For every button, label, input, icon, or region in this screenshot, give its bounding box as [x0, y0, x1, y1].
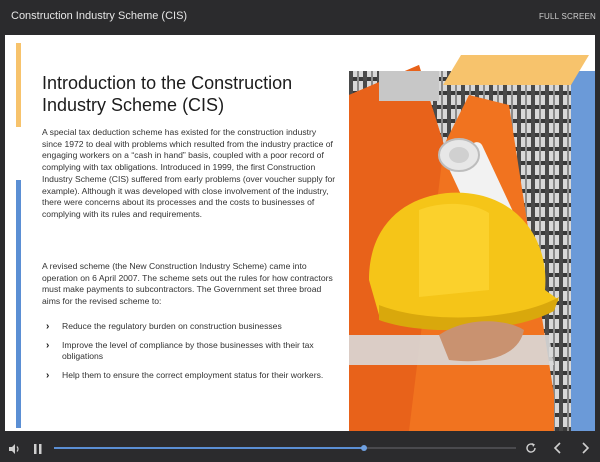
construction-worker-photo — [349, 35, 595, 431]
paragraph-1: A special tax deduction scheme has existed for the construction industry since 1972 to deal with problems which resulted from the industry practice of engaging workers on a “cash in hand” basis, coupled with a poor record of complying with tax obligations. Introduced in 1999, the first Construction Industry Scheme (CIS) suffered from early problems (over voucher supply for example). Although it was developed with close involvement of the industry, there were concerns about its processes and the costs to businesses of complying with its rules and requirements. — [42, 127, 336, 219]
bullet-text: Help them to ensure the correct employment status for their workers. — [62, 370, 324, 381]
slide — [5, 35, 595, 431]
slide-heading: Introduction to the Construction Industry Scheme (CIS) — [42, 73, 293, 115]
fullscreen-button[interactable]: FULL SCREEN — [538, 12, 596, 21]
list-item — [42, 370, 336, 382]
replay-icon[interactable] — [525, 442, 537, 456]
yellow-accent-bar — [16, 43, 21, 127]
chevron-right-icon: › — [46, 339, 50, 351]
volume-icon[interactable] — [8, 443, 20, 457]
list-item — [42, 321, 336, 333]
bullet-text: Improve the level of compliance by those businesses with their tax obligations — [62, 339, 314, 362]
previous-icon[interactable] — [553, 442, 563, 456]
next-icon[interactable] — [580, 442, 590, 456]
seek-progress — [54, 447, 364, 449]
list-item — [42, 340, 336, 363]
bullet-text: Reduce the regulatory burden on construction businesses — [62, 321, 282, 331]
chevron-right-icon: › — [46, 321, 50, 332]
title-bar — [0, 0, 600, 34]
pause-icon[interactable] — [33, 443, 43, 457]
paragraph-2: A revised scheme (the New Construction Industry Scheme) came into operation on 6 April 2007. The scheme sets out the rules for how contractors must make payments to subcontractors. The Government set three broad aims for the revised scheme to: — [42, 261, 333, 307]
chevron-right-icon: › — [46, 370, 50, 382]
window-title: Construction Industry Scheme (CIS) — [11, 10, 188, 22]
photo-illustration — [349, 35, 595, 431]
aims-list — [42, 321, 336, 389]
seek-bar[interactable] — [54, 447, 516, 449]
blue-accent-bar — [16, 180, 21, 428]
seek-handle[interactable] — [361, 445, 367, 451]
player-controls — [0, 436, 600, 462]
